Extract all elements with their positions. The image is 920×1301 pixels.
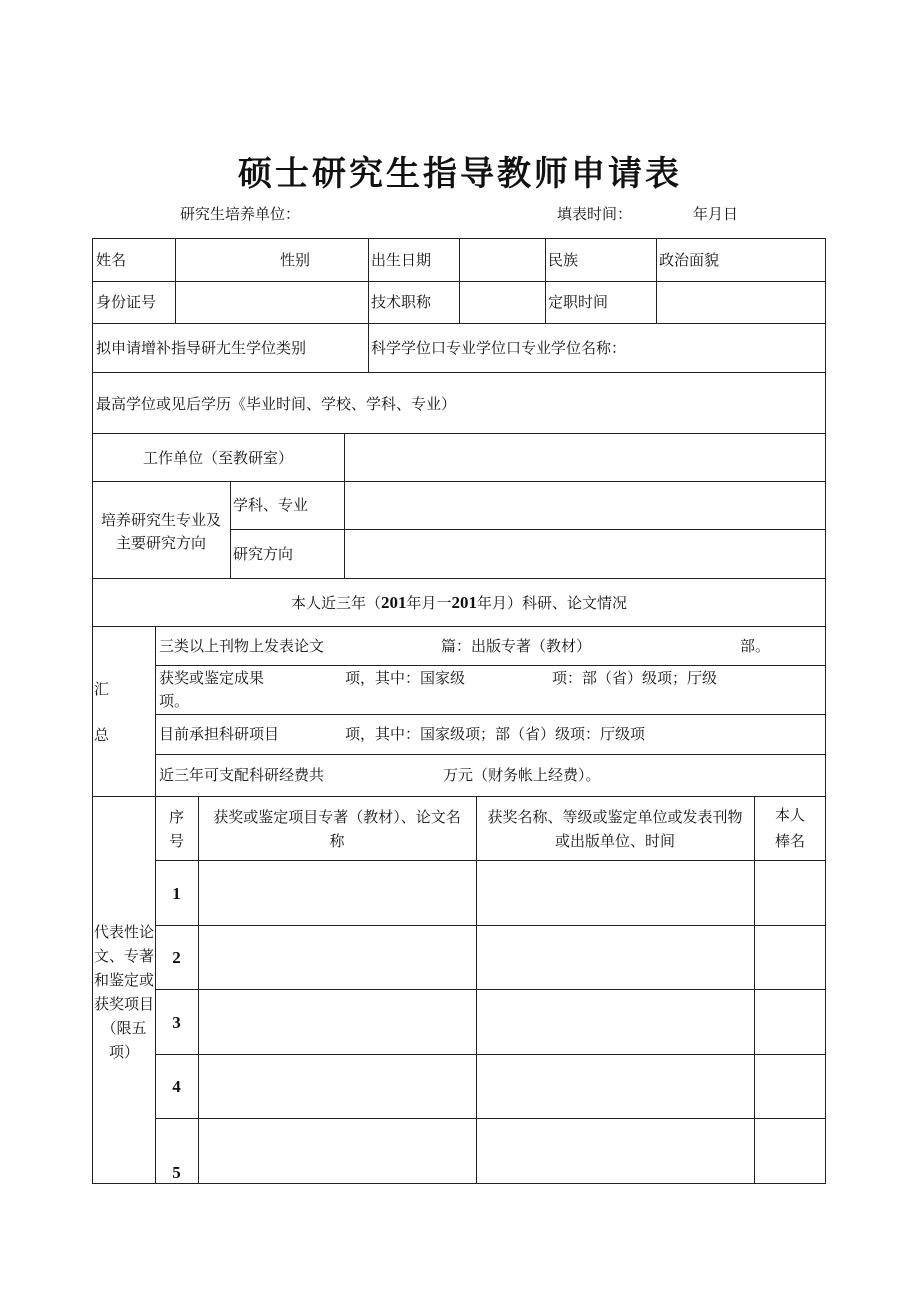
id-label: 身份证号 [96,293,157,311]
col-no-2: 号 [168,832,184,850]
unit-label: 研究生培养单位： [180,205,301,223]
degree-type-options: 科学学位口专业学位口专业学位名称： [371,339,627,357]
row-number: 5 [172,1163,181,1182]
title-time-label: 定职时间 [548,293,609,311]
col-unit-1: 获奖名称、等级或鉴定单位或发表刊物 [487,808,743,826]
summary-label-2: 总 [94,726,110,744]
gender-label: 性别 [280,251,311,269]
direction-label: 研究方向 [233,545,294,563]
papers-text-c: 部。 [740,637,771,655]
date-label: 填表时间： [557,205,633,223]
work-unit-label: 工作单位（至教研室） [142,449,293,467]
date-value: 年月日 [693,205,739,223]
rep-label: 代表性论文、专著和鉴定或获奖项目（限五项） [94,923,155,1061]
row-number: 2 [172,948,181,967]
awards-text-a: 获奖或鉴定成果 [159,669,265,687]
col-rank-1: 本人 [774,806,805,824]
education-label: 最高学位或见后学历《毕业时间、学校、学科、专业） [96,395,457,413]
projects-text-b: 项，其中：国家级项；部（省）级项：厅级项 [345,725,646,743]
research-heading: 本人近三年（201年月一201年月）科研、论文情况 [290,593,628,612]
col-title-1: 获奖或鉴定项目专著（教材）、论文名 [213,808,461,826]
papers-text-a: 三类以上刊物上发表论文 [159,637,325,655]
birth-label: 出生日期 [371,251,432,269]
col-unit-2: 或出版单位、时间 [554,832,675,850]
table-border [93,239,826,1184]
tech-title-label: 技术职称 [371,293,432,311]
awards-text-d: 项。 [159,692,190,710]
row-number: 4 [172,1077,181,1096]
degree-type-label: 拟申请增补指导研尢生学位类别 [96,339,307,357]
col-rank-2: 棒名 [774,832,805,850]
col-no-1: 序 [168,808,184,826]
ethnicity-label: 民族 [548,251,579,269]
name-label: 姓名 [96,251,127,269]
summary-label-1: 汇 [94,680,110,698]
projects-text-a: 目前承担科研项目 [159,725,280,743]
row-number: 1 [172,884,181,903]
subject-label: 学科、专业 [233,496,309,514]
col-title-2: 称 [329,832,345,850]
training-label-2: 主要研究方向 [115,534,206,552]
training-label-1: 培养研究生专业及 [100,511,221,529]
page-title: 硕士研究生指导教师申请表 [238,154,682,194]
awards-text-c: 项：部（省）级项；厅级 [552,669,718,687]
funds-text-a: 近三年可支配科研经费共 [159,766,325,784]
awards-text-b: 项，其中：国家级 [345,669,466,687]
political-label: 政治面貌 [659,251,720,269]
funds-text-b: 万元（财务帐上经费）。 [443,766,601,784]
papers-text-b: 篇：出版专著（教材） [441,637,592,655]
row-number: 3 [172,1013,181,1032]
